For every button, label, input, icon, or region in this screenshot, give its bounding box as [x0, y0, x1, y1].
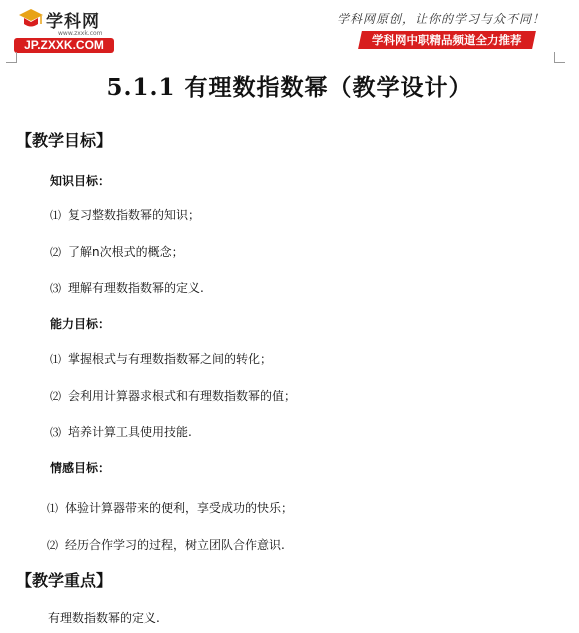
logo-url-badge[interactable]: JP.ZXXK.COM: [14, 38, 114, 53]
knowledge-goals-label: 知识目标：: [50, 174, 111, 188]
list-item: ⑶ 培养计算工具使用技能.: [50, 425, 192, 439]
header-slogan: 学科网原创，让你的学习与众不同！: [336, 12, 545, 26]
logo-title: 学科网: [46, 11, 100, 32]
site-logo[interactable]: [14, 6, 114, 52]
section-heading-objectives: 【教学目标】: [16, 131, 113, 150]
list-item: ⑴ 体验计算器带来的便利，享受成功的快乐；: [47, 501, 294, 515]
list-item: ⑴ 复习整数指数幂的知识；: [50, 208, 201, 222]
list-item: ⑵ 经历合作学习的过程，树立团队合作意识.: [47, 538, 285, 552]
list-item: ⑵ 了解n次根式的概念；: [50, 245, 184, 259]
list-item: ⑵ 会利用计算器求根式和有理数指数幂的值；: [50, 389, 297, 403]
list-item: ⑶ 理解有理数指数幂的定义.: [50, 281, 204, 295]
ability-goals-label: 能力目标：: [50, 317, 111, 331]
margin-corner-mark: [554, 52, 565, 63]
graduation-cap-icon: [18, 7, 44, 31]
margin-corner-mark: [6, 52, 17, 63]
logo-subtitle: www.zxxk.com: [58, 30, 103, 37]
document-title: 5.1.1 有理数指数幂（教学设计）: [106, 74, 473, 101]
list-item: ⑴ 掌握根式与有理数指数幂之间的转化；: [50, 352, 273, 366]
recommend-text: 学科网中职精品频道全力推荐: [372, 33, 522, 47]
recommend-banner[interactable]: [358, 31, 536, 49]
page-header: [0, 0, 579, 58]
keypoint-text: 有理数指数幂的定义.: [48, 611, 160, 625]
section-heading-keypoints: 【教学重点】: [16, 571, 113, 590]
emotion-goals-label: 情感目标：: [50, 461, 111, 475]
